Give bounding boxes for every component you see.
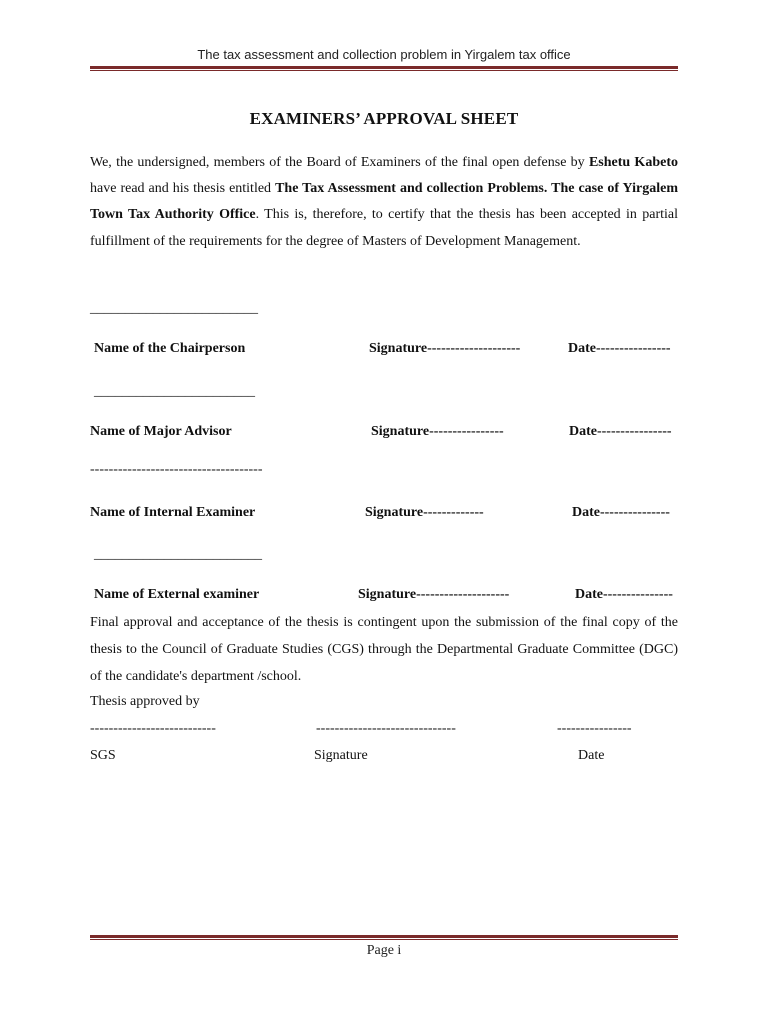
external-date-field: Date--------------- xyxy=(575,587,673,602)
chair-name-label: Name of the Chairperson xyxy=(94,341,246,356)
candidate-name: Eshetu Kabeto xyxy=(588,155,678,170)
internal-name-label: Name of Internal Examiner xyxy=(90,505,256,520)
intro-text-3: . This is, therefore, to certify that the thesis has been accepted in partial fulfillment of the requirements for the degree of Masters of Development Management. xyxy=(90,207,678,249)
running-header: The tax assessment and collection problem in Yirgalem tax office xyxy=(197,47,571,62)
external-name-blank: ________________________ xyxy=(94,547,262,562)
chair-signature-field: Signature-------------------- xyxy=(369,341,521,356)
footer-rule xyxy=(90,935,678,940)
date-label: Date xyxy=(578,748,605,763)
chair-name-blank: ________________________ xyxy=(90,301,258,316)
thesis-approved-by: Thesis approved by xyxy=(90,694,200,709)
sgs-dash-line: --------------------------- xyxy=(90,721,216,736)
advisor-date-field: Date---------------- xyxy=(569,424,672,439)
external-signature-field: Signature-------------------- xyxy=(358,587,510,602)
thesis-title: The Tax Assessment and collection Problems. The case of Yirgalem Town Tax Authority Office xyxy=(90,181,678,223)
sgs-label: SGS xyxy=(90,748,116,763)
final-approval-paragraph: Final approval and acceptance of the thesis is contingent upon the submission of the final copy of the thesis to the Council of Graduate Studies (CGS) through the Departmental Graduate Committee (DGC) of the candidate's department /school. xyxy=(90,615,678,684)
internal-date-field: Date--------------- xyxy=(572,505,670,520)
intro-text-1: We, the undersigned, members of the Board of Examiners of the final open defense by xyxy=(90,155,589,170)
external-name-label: Name of External examiner xyxy=(94,587,260,602)
signature-label: Signature xyxy=(314,748,368,763)
advisor-name-blank: _______________________ xyxy=(94,384,255,399)
internal-name-blank: ------------------------------------- xyxy=(90,462,263,477)
intro-paragraph xyxy=(90,150,678,255)
intro-text-2: have read and his thesis entitled xyxy=(90,181,276,197)
advisor-name-label: Name of Major Advisor xyxy=(90,424,232,439)
signature-dash-line: ------------------------------ xyxy=(316,721,456,736)
advisor-signature-field: Signature---------------- xyxy=(371,424,504,439)
date-dash-line: ---------------- xyxy=(557,721,632,736)
chair-date-field: Date---------------- xyxy=(568,341,671,356)
page-title: EXAMINERS’ APPROVAL SHEET xyxy=(249,109,519,128)
internal-signature-field: Signature------------- xyxy=(365,505,484,520)
header-rule xyxy=(90,66,678,71)
page-number: Page i xyxy=(366,943,402,958)
